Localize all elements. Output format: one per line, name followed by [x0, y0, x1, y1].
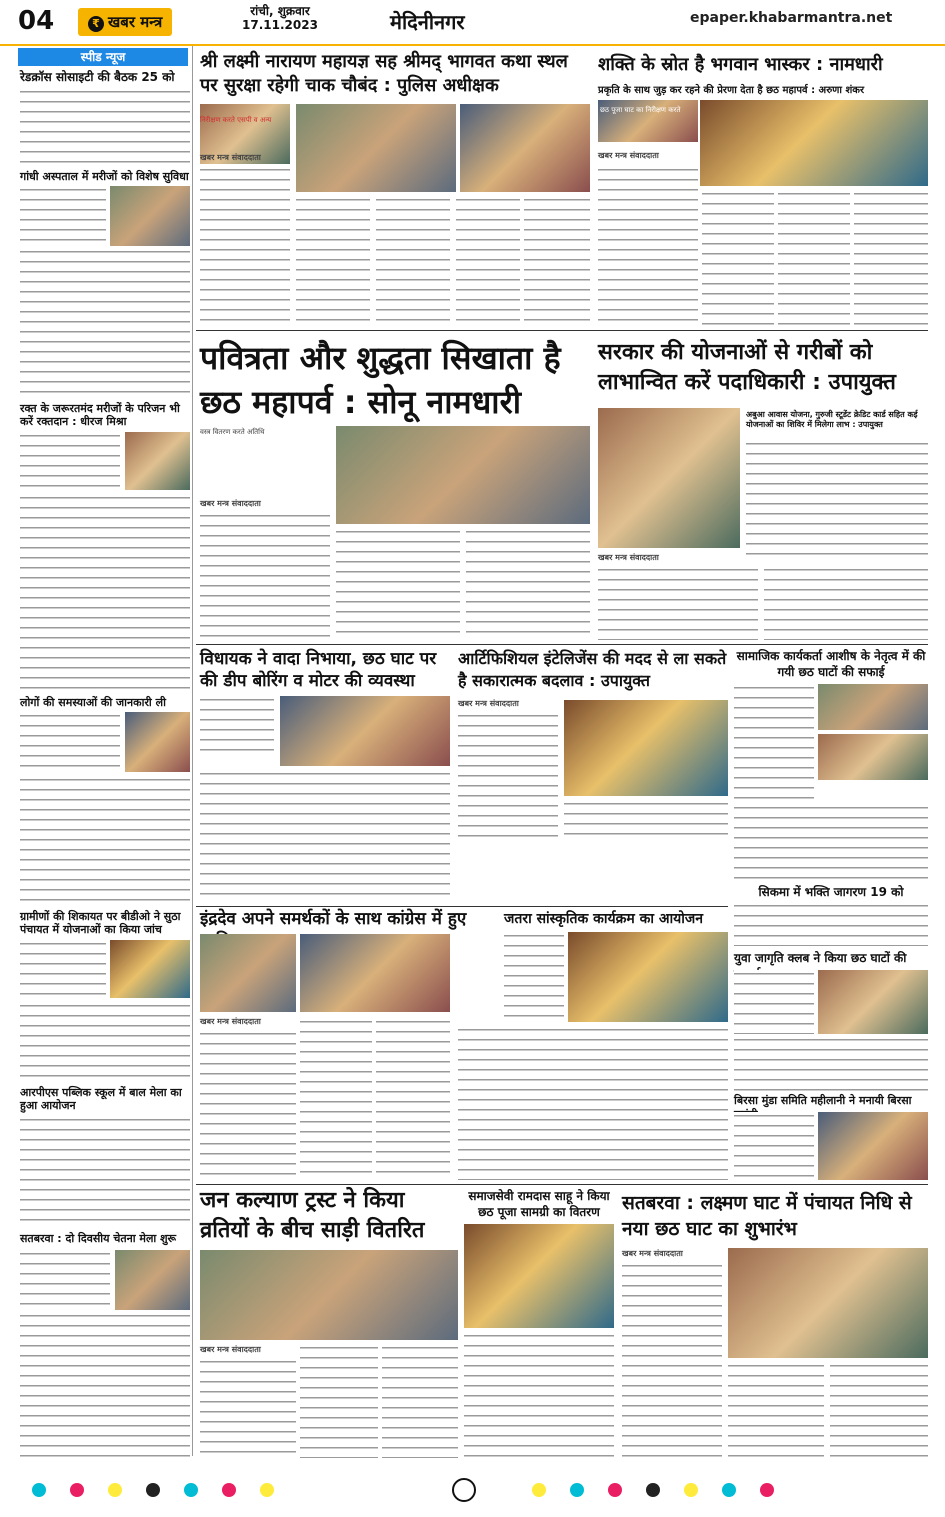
birsa-photo [818, 1112, 928, 1180]
brand-logo[interactable] [78, 8, 172, 36]
epaper-url[interactable]: epaper.khabarmantra.net [690, 10, 893, 26]
section-divider-2 [196, 644, 928, 645]
ramdas-body [464, 1332, 614, 1458]
right-headline: शक्ति के स्रोत है भगवान भास्कर : नामधारी [598, 54, 883, 75]
sidebar-item-5-body-more [20, 1002, 190, 1082]
sidebar-item-4-body [20, 712, 120, 774]
cyan-mark [32, 1483, 46, 1497]
kalyan-headline: जन कल्याण ट्रस्ट ने किया व्रतियों के बीच साड़ी वितरित [200, 1188, 425, 1243]
vidhayak-headline: विधायक ने वादा निभाया, छठ घाट पर की डीप बोरिंग व मोटर की व्यवस्था [200, 649, 437, 691]
sidebar-item-4-title: लोगों की समस्याओं की जानकारी ली [20, 696, 166, 709]
satbarwa-body-1 [622, 1262, 722, 1458]
top-body-col3 [376, 196, 450, 326]
speed-news-tab: स्पीड न्यूज [18, 48, 188, 66]
kalyan-photo [200, 1250, 458, 1340]
right-subhead: प्रकृति के साथ जुड़ कर रहने की प्रेरणा देता है छठ महापर्व : अरुणा शंकर [598, 85, 865, 96]
satbarwa-body-3 [830, 1362, 928, 1458]
sidebar-item-6-title: आरपीएस पब्लिक स्कूल में बाल मेला का हुआ आयोजन [20, 1086, 182, 1112]
magenta-mark [608, 1483, 622, 1497]
upayukt-headline: सरकार की योजनाओं से गरीबों को लाभान्वित करें पदाधिकारी : उपायुक्त [598, 340, 896, 395]
center-photo [336, 426, 590, 524]
satbarwa-photo [728, 1248, 928, 1358]
satbarwa-byline: खबर मन्त्र संवाददाता [622, 1249, 683, 1258]
edition-name: मेदिनीनगर [390, 10, 465, 34]
top-photo-2 [460, 104, 590, 192]
upayukt-body-3 [764, 566, 928, 640]
section-divider-4 [196, 1184, 928, 1185]
sidebar-item-7-body [20, 1250, 110, 1310]
samajik-photo-2 [818, 734, 928, 780]
ramdas-headline: समाजसेवी रामदास साहू ने किया छठ पूजा सामग्री का वितरण [468, 1189, 610, 1219]
center-body-col2 [336, 528, 460, 640]
sidebar-item-2-body-more [20, 248, 190, 398]
congress-headline: इंद्रदेव अपने समर्थकों के साथ कांग्रेस में हुए [200, 909, 467, 929]
sidebar-item-2-body [20, 186, 106, 246]
birsa-headline: बिरसा मुंडा समिति महीलानी ने मनायी बिरसा [734, 1094, 912, 1107]
sidebar-item-1-title: रेडक्रॉस सोसाइटी की बैठक 25 को [20, 70, 175, 84]
center-byline: खबर मन्त्र संवाददाता [200, 499, 261, 508]
kalyan-body-3 [382, 1344, 458, 1458]
cyan-mark [570, 1483, 584, 1497]
samajik-body-2 [734, 804, 928, 880]
congress-body-2 [300, 1018, 372, 1180]
center-body-col1 [200, 512, 330, 640]
jatra-photo [568, 932, 728, 1022]
registration-mark-icon [452, 1478, 476, 1502]
sidebar-item-2-photo [110, 186, 190, 246]
vidhayak-photo [280, 696, 450, 766]
column-divider [192, 46, 193, 1456]
magenta-mark [222, 1483, 236, 1497]
birsa-body-1 [734, 1112, 814, 1180]
jatra-headline: जतरा सांस्कृतिक कार्यक्रम का आयोजन [504, 911, 704, 927]
samajik-headline: सामाजिक कार्यकर्ता आशीष के नेतृत्व में की गयी छठ घाटों की सफाई [736, 649, 926, 679]
cyan-mark [184, 1483, 198, 1497]
samajik-photo-1 [818, 684, 928, 730]
satbarwa-headline: सतबरवा : लक्ष्मण घाट में पंचायत निधि से नया छठ घाट का शुभारंभ [622, 1192, 912, 1240]
center-caption: वस्त्र वितरण करते अतिथि [200, 428, 265, 436]
right-byline: खबर मन्त्र संवाददाता [598, 151, 659, 160]
page-number: 04 [18, 6, 55, 36]
right-photo [700, 100, 928, 186]
ai-byline: खबर मन्त्र संवाददाता [458, 699, 519, 708]
sidebar-item-1-body [20, 88, 190, 168]
yellow-mark [684, 1483, 698, 1497]
vidhayak-body-1 [200, 696, 274, 756]
brand-logo-icon: ₹ [88, 16, 104, 32]
color-bar-left [20, 1482, 420, 1501]
top-caption: निरीक्षण करते एसपी व अन्य [200, 116, 272, 124]
sidebar-item-5-photo [110, 940, 190, 998]
sidebar-item-2-title: गांधी अस्पताल में मरीजों को विशेष सुविधा [20, 170, 189, 183]
ai-body-1 [458, 712, 558, 842]
brand-name: खबर मन्त्र [108, 13, 163, 31]
center-body-col3 [466, 528, 590, 640]
sidebar-item-5-title: ग्रामीणों की शिकायत पर बीडीओ ने सुठा पंचायत में योजनाओं का किया जांच [20, 910, 181, 936]
sidebar-item-7-body-more [20, 1312, 190, 1462]
top-body-col5 [524, 196, 590, 326]
top-photo-1 [296, 104, 456, 192]
vidhayak-body-2 [200, 770, 450, 902]
top-body-col4 [456, 196, 520, 326]
upayukt-body-1 [746, 440, 928, 560]
jatra-body-2 [458, 1026, 728, 1180]
sidebar-item-3-body-more [20, 494, 190, 694]
yellow-mark [532, 1483, 546, 1497]
yuva-body-1 [734, 970, 814, 1034]
right-body-col1 [598, 166, 698, 326]
top-byline: खबर मन्त्र संवाददाता [200, 153, 261, 162]
upayukt-photo [598, 408, 740, 548]
shikshak-headline: सिकमा में भक्ति जागरण 19 को [758, 885, 904, 899]
jatra-body-1 [504, 932, 564, 1022]
magenta-mark [760, 1483, 774, 1497]
center-headline: पवित्रता और शुद्धता सिखाता है छठ महापर्व : सोनू नामधारी [200, 339, 561, 421]
top-body-col2 [296, 196, 370, 326]
ai-headline: आर्टिफिशियल इंटेलिजेंस की मदद से ला सकते है सकारात्मक बदलाव : उपायुक्त [458, 649, 727, 690]
sidebar-item-3-title: रक्त के जरूरतमंद मरीजों के परिजन भी करें रक्तदान : धीरज मिश्रा [20, 402, 180, 428]
top-body-col1 [200, 166, 290, 326]
yellow-mark [108, 1483, 122, 1497]
yellow-mark [260, 1483, 274, 1497]
ai-body-2 [564, 800, 728, 842]
dateline-date: 17.11.2023 [242, 18, 318, 32]
cyan-mark [722, 1483, 736, 1497]
color-bar-right [520, 1482, 940, 1501]
black-mark [146, 1483, 160, 1497]
upayukt-byline: खबर मन्त्र संवाददाता [598, 553, 659, 562]
sidebar-item-4-body-more [20, 776, 190, 906]
congress-photo-1 [200, 934, 296, 1012]
magenta-mark [70, 1483, 84, 1497]
samajik-body-1 [734, 684, 814, 802]
congress-body-3 [376, 1018, 450, 1180]
sidebar-item-7-photo [115, 1250, 190, 1310]
right-body-col4 [854, 190, 928, 326]
top-headline: श्री लक्ष्मी नारायण महायज्ञ सह श्रीमद् भागवत कथा स्थल पर सुरक्षा रहेगी चाक चौबंद : पुलिस अधीक्षक [200, 51, 568, 96]
sidebar-item-5-body [20, 940, 106, 1000]
section-divider-1 [196, 330, 928, 331]
ai-photo [564, 700, 728, 796]
upayukt-subhead: अबुआ आवास योजना, गुरुजी स्टूडेंट क्रेडिट कार्ड सहित कई योजनाओं का शिविर में मिलेगा लाभ : उपायुक्त [746, 410, 918, 429]
yuva-photo [818, 970, 928, 1034]
dateline-city: रांची, शुक्रवार [250, 4, 310, 18]
dateline [225, 4, 335, 32]
right-caption: छठ पूजा घाट का निरीक्षण करते [600, 106, 681, 114]
section-divider-3 [196, 906, 728, 907]
kalyan-body-1 [200, 1358, 296, 1458]
sidebar-item-4-photo [125, 712, 190, 772]
right-body-col2 [702, 190, 774, 326]
sidebar-item-6-body [20, 1116, 190, 1226]
sidebar-item-3-body [20, 432, 120, 492]
yuva-headline: युवा जागृति क्लब ने किया छठ घाटों की [734, 951, 907, 965]
congress-byline: खबर मन्त्र संवाददाता [200, 1017, 261, 1026]
kalyan-byline: खबर मन्त्र संवाददाता [200, 1345, 261, 1354]
yuva-body-2 [734, 1036, 928, 1092]
shikshak-body [734, 902, 928, 946]
sidebar-item-3-photo [125, 432, 190, 490]
sidebar-item-7-title: सतबरवा : दो दिवसीय चेतना मेला शुरू [20, 1232, 177, 1245]
kalyan-body-2 [300, 1344, 378, 1458]
upayukt-body-2 [598, 566, 758, 640]
ramdas-photo [464, 1224, 614, 1328]
satbarwa-body-2 [728, 1362, 824, 1458]
congress-photo-2 [300, 934, 450, 1012]
right-body-col3 [778, 190, 850, 326]
black-mark [646, 1483, 660, 1497]
congress-body-1 [200, 1030, 296, 1180]
